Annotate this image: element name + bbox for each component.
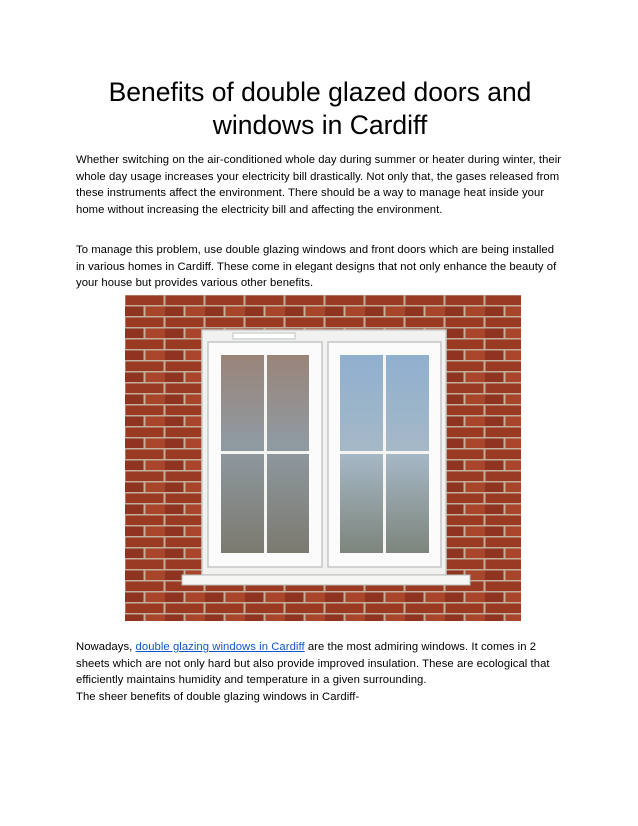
info-text-start: Nowadays, <box>76 641 136 653</box>
intro-paragraph: Whether switching on the air-conditioned whole day during summer or heater during winter, their whole day usage increases your electricity bill drastically. Not only that, the gases released from these instruments affect the environment. There should be a way to manage heat inside your home without increasing the electricity bill and affecting the environment. <box>76 154 562 216</box>
page-title: Benefits of double glazed doors and windows in Cardiff <box>108 77 532 140</box>
benefits-intro: The sheer benefits of double glazing windows in Cardiff- <box>76 691 360 703</box>
info-paragraph <box>76 639 566 689</box>
double-glazing-link[interactable]: double glazing windows in Cardiff <box>135 641 305 653</box>
window-photo <box>125 295 521 621</box>
info-text-end: are the most admiring windows. It comes in 2 sheets which are not only hard but also provide improved insulation. These are ecological that efficiently maintains humidity and temperature in a given surrounding. <box>76 641 550 687</box>
solution-paragraph: To manage this problem, use double glazing windows and front doors which are being installed in various homes in Cardiff. These come in elegant designs that not only enhance the beauty of your house but provides various other benefits. <box>76 244 557 290</box>
